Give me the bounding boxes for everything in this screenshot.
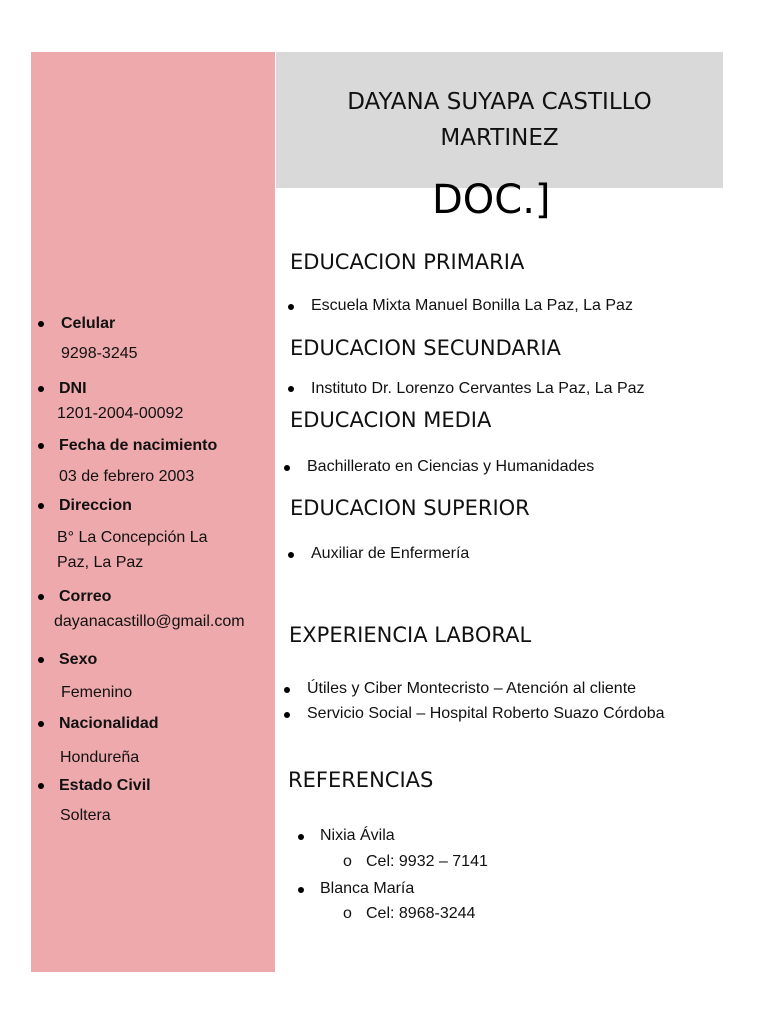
experiencia-item: Útiles y Ciber Montecristo – Atención al cliente [307, 680, 637, 697]
primaria-heading: EDUCACION PRIMARIA [290, 250, 525, 274]
primaria-item: Escuela Mixta Manuel Bonilla La Paz, La Paz [311, 297, 633, 314]
doc-fragment: DOC.] [432, 177, 551, 223]
correo-label: Correo [59, 588, 112, 605]
sub-bullet-marker: o [343, 905, 352, 922]
reference-phone: Cel: 8968-3244 [366, 905, 476, 922]
bullet-icon [284, 465, 290, 471]
reference-name: Blanca María [320, 880, 415, 897]
bullet-icon [284, 687, 290, 693]
celular-label: Celular [61, 315, 116, 332]
bullet-icon [38, 386, 44, 392]
bullet-icon [38, 503, 44, 509]
bullet-icon [38, 594, 44, 600]
nacionalidad-label: Nacionalidad [59, 715, 159, 732]
estado-label: Estado Civil [59, 777, 151, 794]
bullet-icon [288, 386, 294, 392]
experiencia-heading: EXPERIENCIA LABORAL [289, 623, 532, 647]
bullet-icon [38, 443, 44, 449]
sexo-label: Sexo [59, 651, 98, 668]
celular-value: 9298-3245 [61, 345, 138, 362]
media-item: Bachillerato en Ciencias y Humanidades [307, 458, 595, 475]
referencias-heading: REFERENCIAS [288, 768, 434, 792]
dni-label: DNI [59, 380, 87, 397]
dni-value: 1201-2004-00092 [57, 405, 184, 422]
superior-item: Auxiliar de Enfermería [311, 545, 470, 562]
reference-phone: Cel: 9932 – 7141 [366, 853, 488, 870]
experiencia-item: Servicio Social – Hospital Roberto Suazo Córdoba [307, 705, 665, 722]
bullet-icon [38, 783, 44, 789]
superior-heading: EDUCACION SUPERIOR [290, 496, 530, 520]
bullet-icon [38, 321, 44, 327]
direccion-line-2: Paz, La Paz [57, 554, 144, 571]
bullet-icon [284, 712, 290, 718]
bullet-icon [298, 834, 304, 840]
secundaria-heading: EDUCACION SECUNDARIA [290, 336, 561, 360]
sexo-value: Femenino [61, 684, 133, 701]
secundaria-item: Instituto Dr. Lorenzo Cervantes La Paz, La Paz [311, 380, 645, 397]
direccion-line-1: B° La Concepción La [57, 529, 208, 546]
bullet-icon [288, 304, 294, 310]
full-name: DAYANA SUYAPA CASTILLO MARTINEZ [347, 89, 652, 151]
correo-value: dayanacastillo@gmail.com [54, 613, 245, 630]
sub-bullet-marker: o [343, 853, 352, 870]
bullet-icon [298, 887, 304, 893]
nacionalidad-value: Hondureña [60, 749, 140, 766]
direccion-label: Direccion [59, 497, 132, 514]
bullet-icon [38, 657, 44, 663]
bullet-icon [38, 721, 44, 727]
reference-name: Nixia Ávila [320, 827, 395, 844]
nacimiento-label: Fecha de nacimiento [59, 437, 218, 454]
media-heading: EDUCACION MEDIA [290, 408, 492, 432]
estado-value: Soltera [60, 807, 111, 824]
nacimiento-value: 03 de febrero 2003 [59, 468, 195, 485]
name-header [276, 52, 723, 188]
bullet-icon [288, 552, 294, 558]
